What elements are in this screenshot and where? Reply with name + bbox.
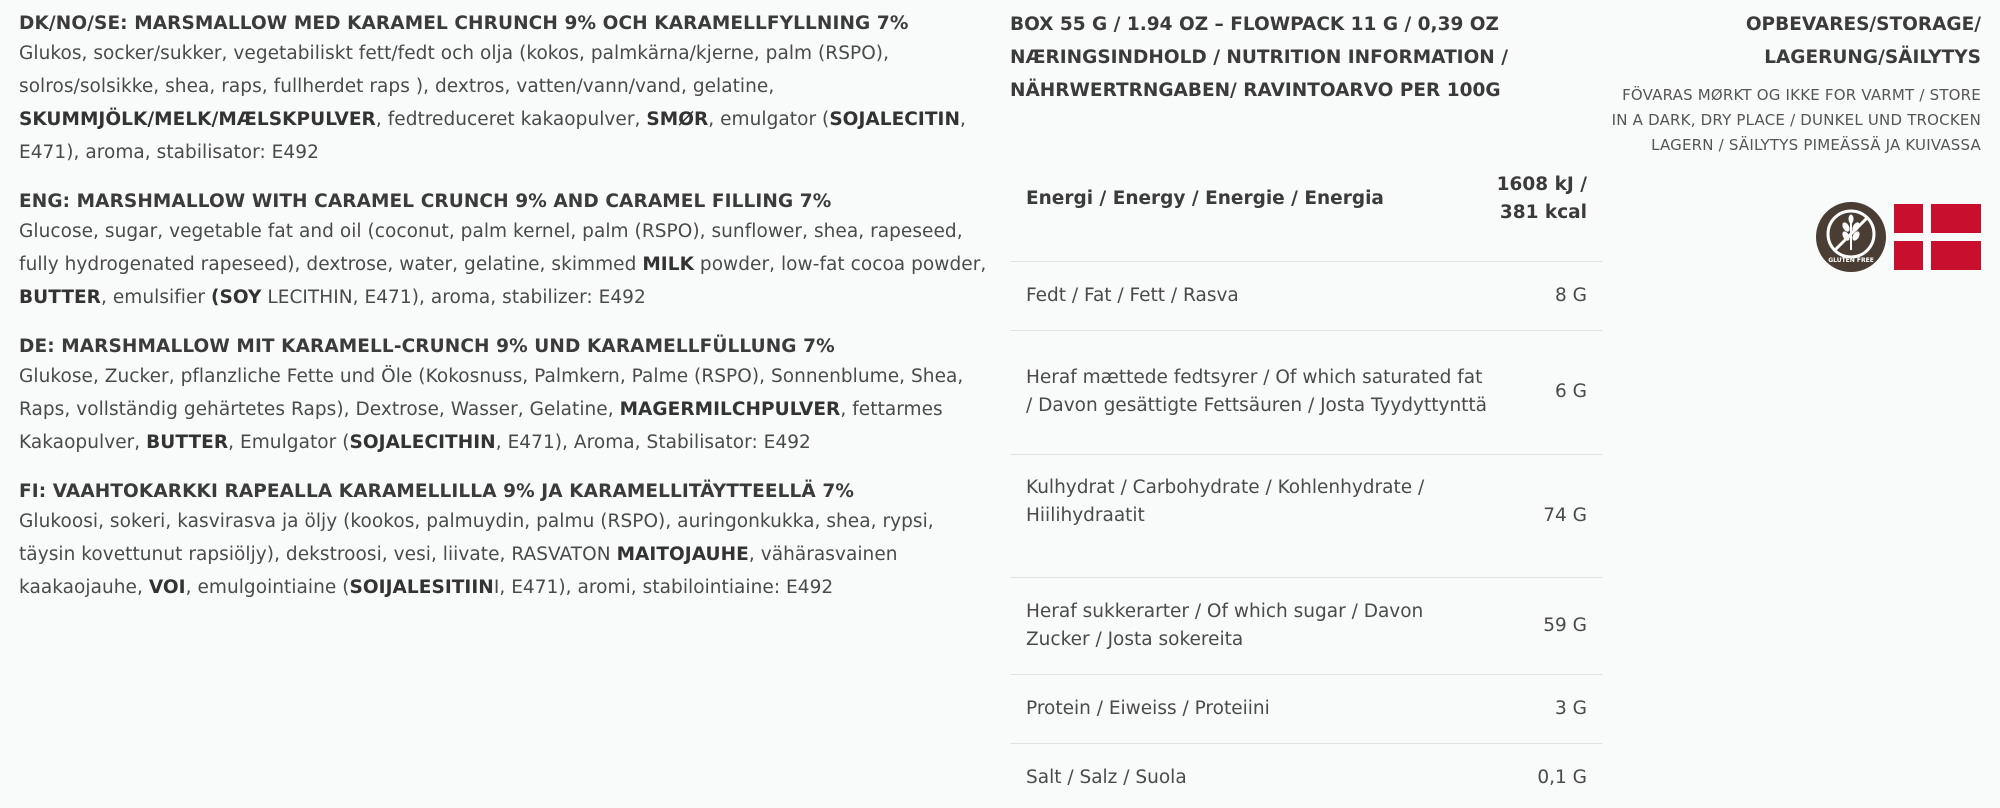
- ingredient-text: Glukoosi, sokeri, kasvirasva ja öljy (kookos, palmuydin, palmu (RSPO), auringonkukka, shea, rypsi, täysin kovettunut rapsiöljy), dekstroosi, vesi, liivate, RASVATON: [19, 511, 934, 565]
- nutrition-table: [1010, 137, 1602, 808]
- ingredient-text: , Emulgator (: [228, 432, 350, 453]
- allergen-text: SOJALECITHIN: [349, 432, 496, 453]
- allergen-text: MAGERMILCHPULVER: [619, 399, 841, 420]
- allergen-text: SMØR: [646, 109, 709, 130]
- fat-label: Fedt / Fat / Fett / Rasva: [1010, 261, 1492, 330]
- ingredient-text: , emulgointiaine (: [185, 577, 350, 598]
- ingredient-text: , fettarmes Kakaopulver,: [19, 399, 943, 453]
- ingredient-text: powder, low-fat cocoa powder,: [693, 254, 987, 275]
- salt-value: 0,1 G: [1492, 743, 1602, 808]
- protein-label: Protein / Eiweiss / Proteiini: [1010, 674, 1492, 743]
- table-row-carbohydrate: [1010, 454, 1602, 577]
- saturated-fat-value: 6 G: [1492, 330, 1602, 454]
- ingredient-text: , fedtreduceret kakaopulver,: [375, 109, 647, 130]
- carbohydrate-label: Kulhydrat / Carbohydrate / Kohlenhydrate / Hiilihydraatit: [1010, 454, 1492, 577]
- ingredients-en: [19, 188, 989, 314]
- ingredients-text: [19, 37, 989, 169]
- energy-value: 1608 kJ / 381 kcal: [1492, 137, 1602, 261]
- table-row-sugar: [1010, 577, 1602, 674]
- ingredient-text: , emulgator (: [708, 109, 830, 130]
- allergen-text: (SOY: [210, 287, 262, 308]
- table-row-fat: [1010, 261, 1602, 330]
- ingredients-text: [19, 360, 989, 459]
- allergen-text: BUTTER: [146, 432, 229, 453]
- gluten-free-text: GLUTEN FREE: [1828, 257, 1874, 264]
- fat-value: 8 G: [1492, 261, 1602, 330]
- ingredients-title: FI: VAAHTOKARKKI RAPEALLA KARAMELLILLA 9% JA KARAMELLITÄYTTEELLÄ 7%: [19, 481, 854, 502]
- sugar-value: 59 G: [1492, 577, 1602, 674]
- ingredient-text: Glucose, sugar, vegetable fat and oil (coconut, palm kernel, palm (RSPO), sunflower, shea, rapeseed, fully hydrogenated rapeseed), dextrose, water, gelatine, skimmed: [19, 221, 963, 275]
- nutrition-section: [1010, 8, 1602, 808]
- ingredient-text: , emulsifier: [100, 287, 211, 308]
- ingredient-text: , E471), aroma, stabilisator: E492: [19, 109, 966, 163]
- table-row-protein: [1010, 674, 1602, 743]
- allergen-text: SOJALECITIN: [829, 109, 960, 130]
- nutrition-heading: BOX 55 G / 1.94 OZ – FLOWPACK 11 G / 0,39 OZ NÆRINGSINDHOLD / NUTRITION INFORMATION / NÄHRWERTRNGABEN/ RAVINTOARVO PER 100G: [1010, 14, 1508, 101]
- certification-badges: [1814, 200, 1981, 274]
- allergen-text: MILK: [642, 254, 694, 275]
- allergen-text: VOI: [148, 577, 186, 598]
- sugar-label: Heraf sukkerarter / Of which sugar / Davon Zucker / Josta sokereita: [1010, 577, 1492, 674]
- table-row-energy: [1010, 137, 1602, 261]
- ingredient-text: Glukose, Zucker, pflanzliche Fette und Öle (Kokosnuss, Palmkern, Palme (RSPO), Sonnenblume, Shea, Raps, vollständig gehärtetes Raps), Dextrose, Wasser, Gelatine,: [19, 366, 964, 420]
- ingredients-title: DE: MARSHMALLOW MIT KARAMELL-CRUNCH 9% UND KARAMELLFÜLLUNG 7%: [19, 336, 835, 357]
- ingredient-text: , vähärasvainen kaakaojauhe,: [19, 544, 898, 598]
- ingredient-text: , E471), Aroma, Stabilisator: E492: [495, 432, 811, 453]
- allergen-text: MAITOJAUHE: [616, 544, 749, 565]
- ingredients-text: [19, 215, 989, 314]
- table-row-salt: [1010, 743, 1602, 808]
- table-row-saturated-fat: [1010, 330, 1602, 454]
- allergen-text: SOIJALESITIIN: [349, 577, 494, 598]
- ingredients-fi: [19, 478, 989, 604]
- storage-section: [1611, 8, 1981, 158]
- ingredients-section: [19, 10, 989, 623]
- ingredients-dk: [19, 10, 989, 169]
- ingredients-title: DK/NO/SE: MARSMALLOW MED KARAMEL CHRUNCH 9% OCH KARAMELLFYLLNING 7%: [19, 13, 909, 34]
- ingredients-text: [19, 505, 989, 604]
- carbohydrate-value: 74 G: [1492, 454, 1602, 577]
- ingredient-text: I, E471), aromi, stabilointiaine: E492: [493, 577, 834, 598]
- gluten-free-icon: [1814, 200, 1888, 274]
- allergen-text: SKUMMJÖLK/MELK/MÆLSKPULVER: [19, 109, 376, 130]
- allergen-text: BUTTER: [19, 287, 101, 308]
- ingredients-de: [19, 333, 989, 459]
- denmark-flag-icon: [1894, 204, 1981, 270]
- saturated-fat-label: Heraf mættede fedtsyrer / Of which saturated fat / Davon gesättigte Fettsäuren / Josta Tyydyttynttä: [1010, 330, 1492, 454]
- storage-title: OPBEVARES/STORAGE/ LAGERUNG/SÄILYTYS: [1745, 14, 1981, 68]
- ingredient-text: Glukos, socker/sukker, vegetabiliskt fett/fedt och olja (kokos, palmkärna/kjerne, palm (RSPO), solros/solsikke, shea, raps, fullherdet raps ), dextros, vatten/vann/vand, gelatine,: [19, 43, 890, 97]
- ingredients-title: ENG: MARSHMALLOW WITH CARAMEL CRUNCH 9% AND CARAMEL FILLING 7%: [19, 191, 832, 212]
- protein-value: 3 G: [1492, 674, 1602, 743]
- salt-label: Salt / Salz / Suola: [1010, 743, 1492, 808]
- ingredient-text: LECITHIN, E471), aroma, stabilizer: E492: [261, 287, 646, 308]
- storage-text: FÖVARAS MØRKT OG IKKE FOR VARMT / STORE IN A DARK, DRY PLACE / DUNKEL UND TROCKEN LAGERN / SÄILYTYS PIMEÄSSÄ JA KUIVASSA: [1611, 86, 1981, 154]
- energy-label: Energi / Energy / Energie / Energia: [1010, 137, 1492, 261]
